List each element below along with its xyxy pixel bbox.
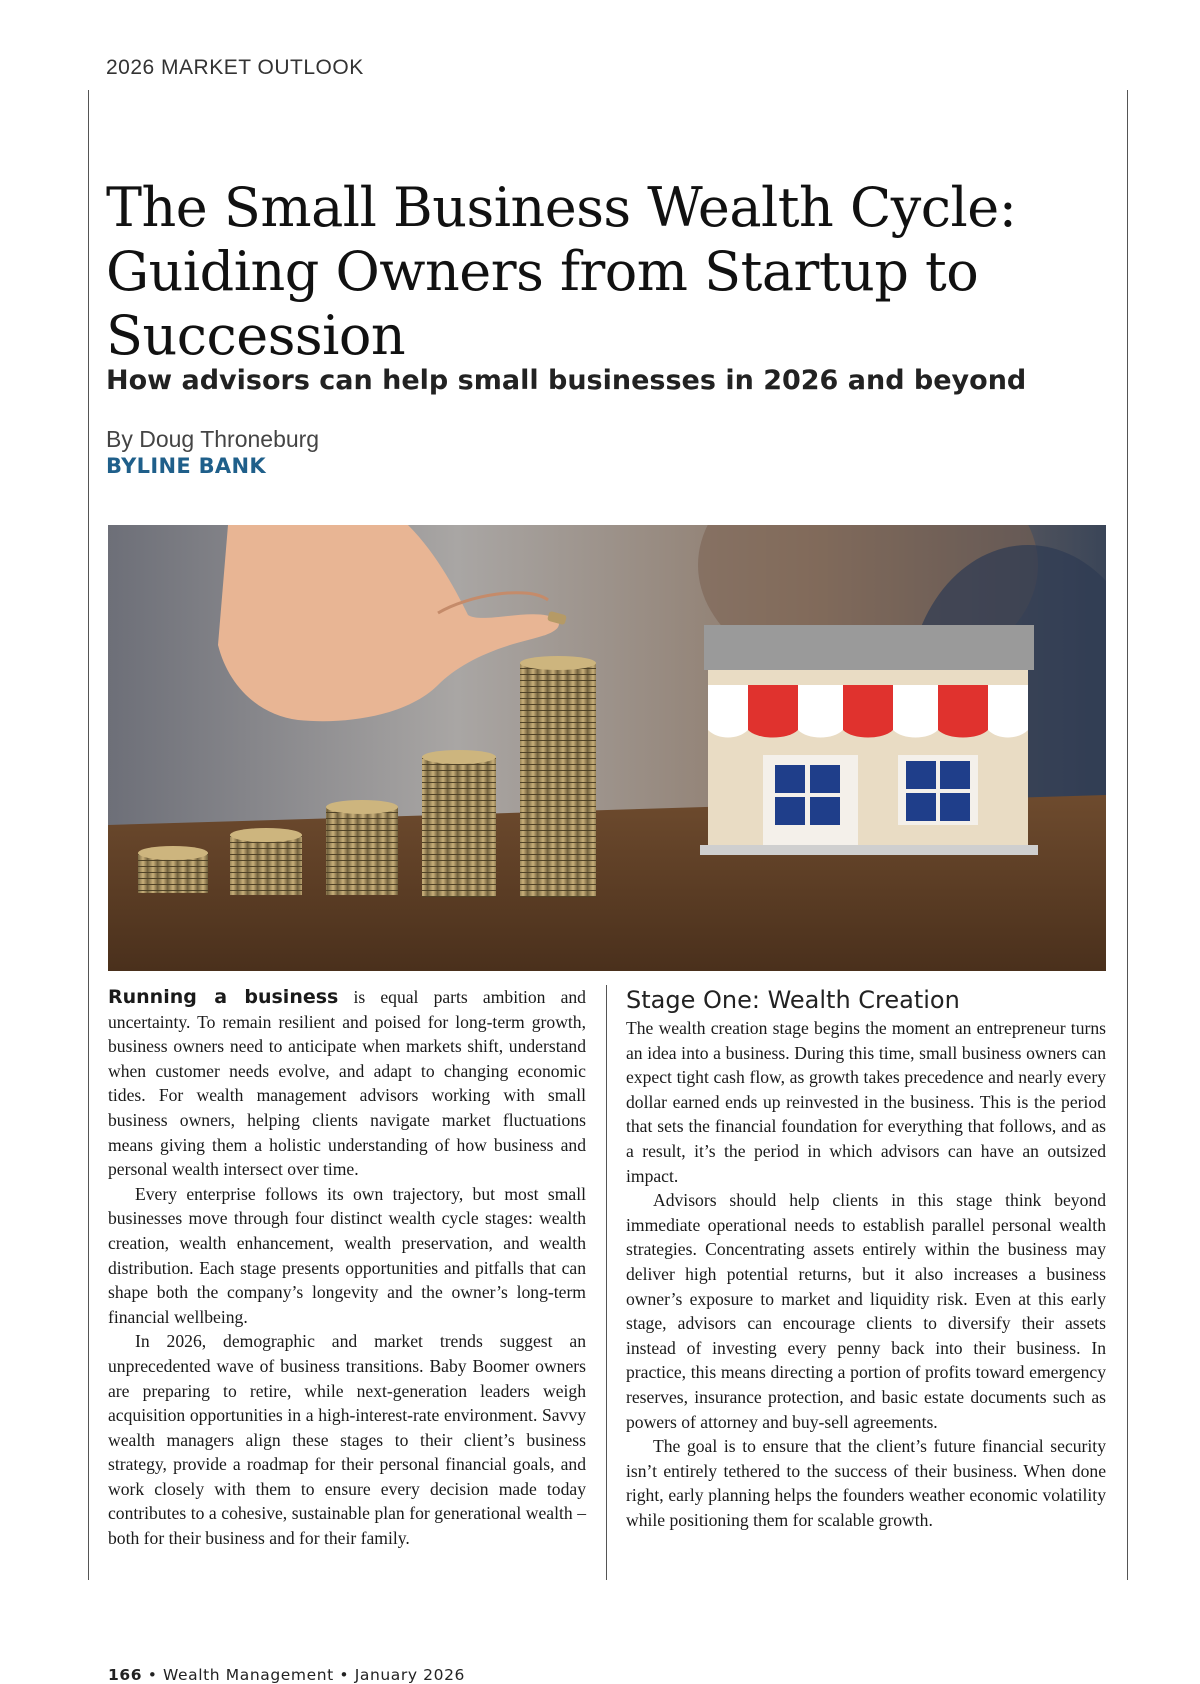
footer-separator: • bbox=[339, 1666, 350, 1684]
author-company: BYLINE BANK bbox=[106, 454, 266, 478]
section-label: 2026 MARKET OUTLOOK bbox=[106, 56, 364, 79]
author-byline: By Doug Throneburg bbox=[106, 426, 320, 452]
publication-name: Wealth Management bbox=[162, 1666, 334, 1684]
article-title: The Small Business Wealth Cycle: Guiding Owners from Startup to Succession bbox=[106, 176, 1017, 367]
hero-image bbox=[108, 525, 1106, 971]
center-column-rule bbox=[606, 985, 607, 1580]
right-column bbox=[626, 985, 1106, 1532]
article-subtitle: How advisors can help small businesses in 2026 and beyond bbox=[106, 365, 1027, 396]
left-column-rule bbox=[88, 90, 89, 1580]
page-number: 166 bbox=[108, 1666, 143, 1684]
section-heading: Stage One: Wealth Creation bbox=[626, 986, 960, 1014]
body-paragraph: In 2026, demographic and market trends suggest an unprecedented wave of business transitions. Baby Boomer owners are preparing to retire, while next-generation leaders weigh acquisition opportunities in a high-interest-rate environment. Savvy wealth managers align these stages to their client’s business strategy, provide a roadmap for their personal financial goals, and work closely with them to ensure every decision made today contributes to a cohesive, sustainable plan for generational wealth – both for their business and for their family. bbox=[108, 1331, 586, 1549]
intro-paragraph bbox=[108, 985, 586, 1182]
body-paragraph: Advisors should help clients in this stage think beyond immediate operational needs to establish parallel personal wealth strategies. Concentrating assets entirely within the business may deliver high potential returns, but it also increases a business owner’s exposure to market and liquidity risk. Even at this early stage, advisors can encourage clients to diversify their assets instead of investing every penny back into their business. In practice, this means directing a portion of profits toward emergency reserves, insurance protection, and basic estate documents such as powers of attorney and buy-sell agreements. bbox=[626, 1190, 1106, 1432]
page-footer bbox=[108, 1666, 465, 1684]
issue-date: January 2026 bbox=[354, 1666, 466, 1684]
body-paragraph: Every enterprise follows its own trajectory, but most small businesses move through four distinct wealth cycle stages: wealth creation, wealth enhancement, wealth preservation, and wealth distribution. Each stage presents opportunities and pitfalls that can shape both the company’s longevity and the owner’s long-term financial wellbeing. bbox=[108, 1183, 586, 1327]
intro-paragraph-text: is equal parts ambition and uncertainty. To remain resilient and poised for long-term growth, business owners need to anticipate when markets shift, understand when customer needs evolve, and adapt to changing economic tides. For wealth management advisors working with small business owners, helping clients navigate market fluctuations means giving them a holistic understanding of how business and personal wealth intersect over time. bbox=[108, 987, 586, 1180]
right-column-rule bbox=[1127, 90, 1128, 1580]
body-paragraph: The goal is to ensure that the client’s future financial security isn’t entirely tethered to the success of their business. When done right, early planning helps the founders weather economic volatility while positioning them for scalable growth. bbox=[626, 1436, 1106, 1530]
left-column bbox=[108, 985, 586, 1551]
footer-separator: • bbox=[147, 1666, 158, 1684]
lead-in: Running a business bbox=[108, 986, 339, 1008]
coins-and-storefront-photo bbox=[108, 525, 1106, 971]
body-paragraph: The wealth creation stage begins the moment an entrepreneur turns an idea into a business. During this time, small business owners can expect tight cash flow, as growth takes precedence and nearly every dollar earned ends up reinvested in the business. This is the period that sets the financial foundation for everything that follows, and as a result, it’s the period in which advisors can have an outsized impact. bbox=[626, 1018, 1106, 1186]
